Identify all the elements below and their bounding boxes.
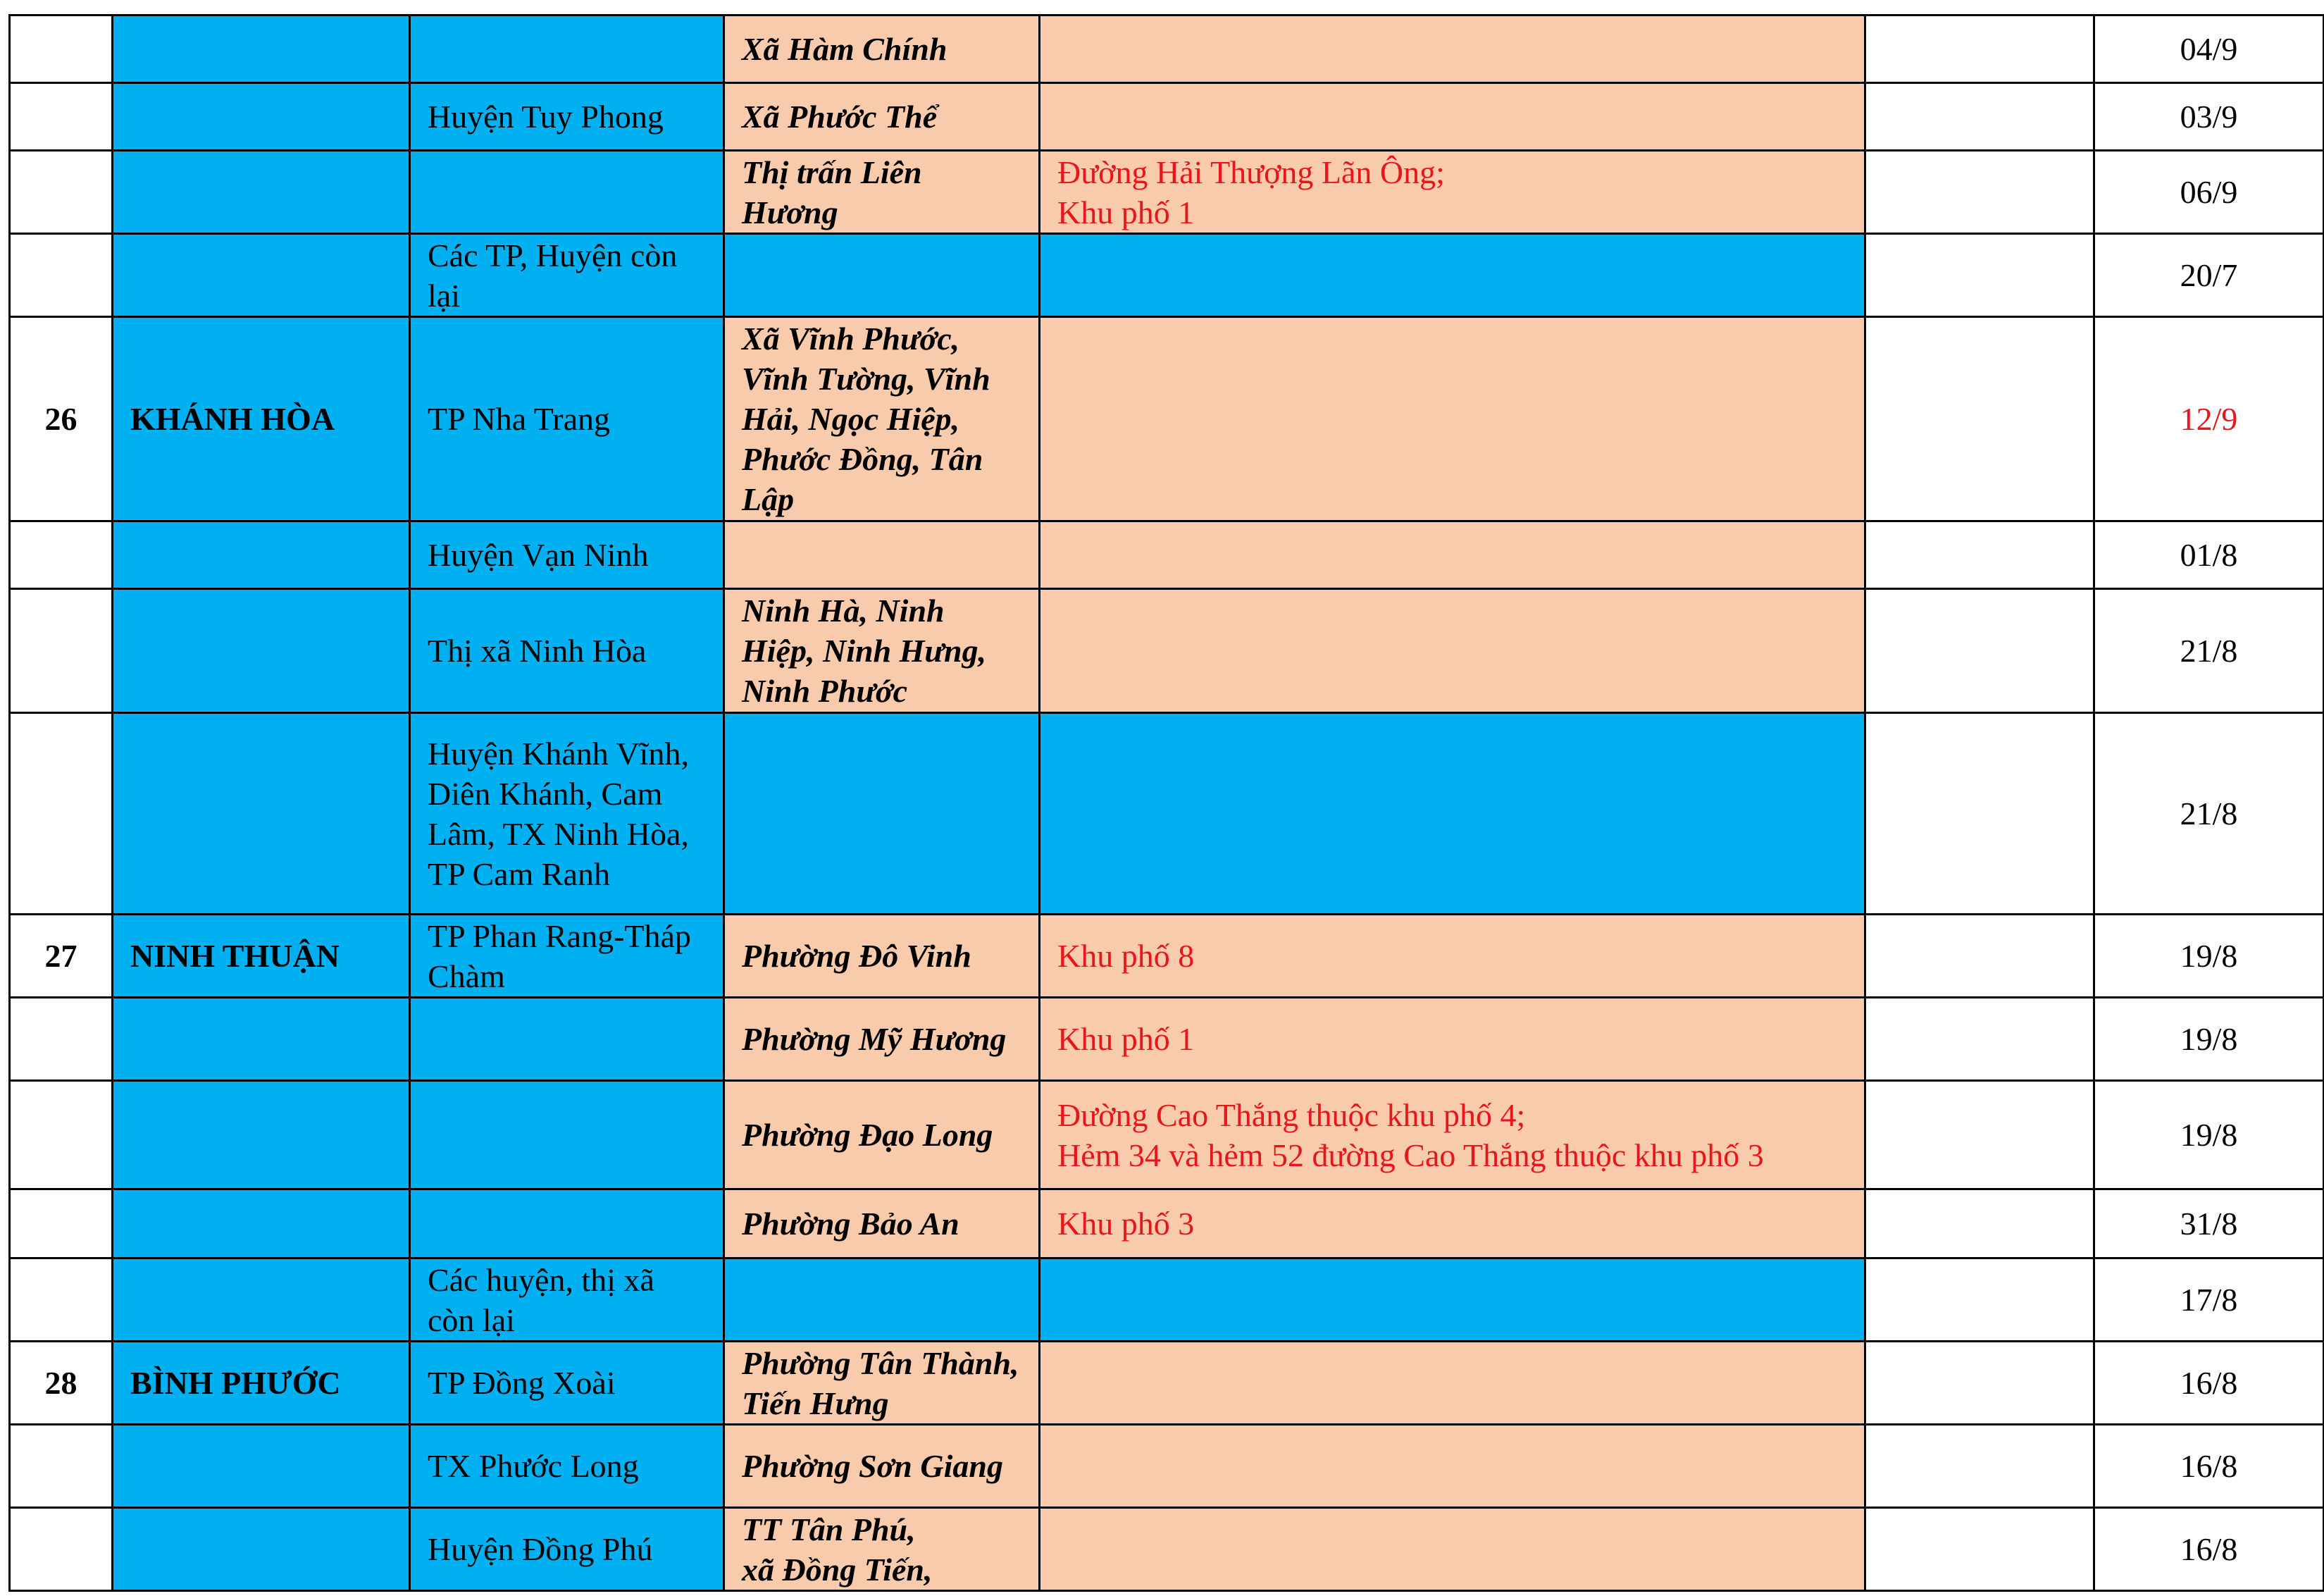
note-cell — [1865, 1508, 2094, 1591]
district-cell: TP Nha Trang — [410, 317, 724, 521]
province-cell — [113, 151, 410, 234]
note-cell — [1865, 83, 2094, 151]
note-cell — [1865, 1258, 2094, 1342]
stt-cell — [10, 151, 113, 234]
table-row — [10, 915, 2324, 998]
district-cell: Các huyện, thị xã còn lại — [410, 1258, 724, 1342]
province-cell — [113, 589, 410, 713]
area-cell: Khu phố 3 — [1040, 1189, 1865, 1258]
date-cell: 12/9 — [2094, 317, 2324, 521]
district-cell: Huyện Tuy Phong — [410, 83, 724, 151]
table-row — [10, 713, 2324, 915]
date-cell: 19/8 — [2094, 998, 2324, 1081]
restriction-table — [8, 14, 2324, 1592]
area-cell — [1040, 317, 1865, 521]
ward-cell: Phường Đạo Long — [724, 1081, 1040, 1189]
note-cell — [1865, 234, 2094, 317]
table-row — [10, 589, 2324, 713]
table-row — [10, 998, 2324, 1081]
area-cell — [1040, 713, 1865, 915]
date-cell: 31/8 — [2094, 1189, 2324, 1258]
date-cell: 16/8 — [2094, 1342, 2324, 1425]
table-row — [10, 1189, 2324, 1258]
date-cell: 21/8 — [2094, 713, 2324, 915]
note-cell — [1865, 1342, 2094, 1425]
note-cell — [1865, 317, 2094, 521]
area-cell — [1040, 1258, 1865, 1342]
stt-cell — [10, 589, 113, 713]
district-cell — [410, 151, 724, 234]
note-cell — [1865, 521, 2094, 589]
area-cell — [1040, 1425, 1865, 1508]
date-cell: 19/8 — [2094, 915, 2324, 998]
stt-cell — [10, 1425, 113, 1508]
date-cell: 03/9 — [2094, 83, 2324, 151]
ward-cell: Xã Vĩnh Phước, Vĩnh Tường, Vĩnh Hải, Ngọc Hiệp, Phước Đồng, Tân Lập — [724, 317, 1040, 521]
area-cell — [1040, 521, 1865, 589]
district-cell — [410, 1081, 724, 1189]
date-cell: 17/8 — [2094, 1258, 2324, 1342]
area-cell — [1040, 83, 1865, 151]
date-cell: 16/8 — [2094, 1508, 2324, 1591]
district-cell: Huyện Vạn Ninh — [410, 521, 724, 589]
province-cell — [113, 713, 410, 915]
table-row — [10, 1258, 2324, 1342]
stt-cell — [10, 83, 113, 151]
ward-cell — [724, 234, 1040, 317]
stt-cell — [10, 1189, 113, 1258]
table-row — [10, 1425, 2324, 1508]
area-cell: Đường Hải Thượng Lãn Ông; Khu phố 1 — [1040, 151, 1865, 234]
area-cell: Khu phố 1 — [1040, 998, 1865, 1081]
province-cell — [113, 16, 410, 83]
stt-cell: 27 — [10, 915, 113, 998]
note-cell — [1865, 16, 2094, 83]
district-cell: TP Phan Rang-Tháp Chàm — [410, 915, 724, 998]
stt-cell — [10, 998, 113, 1081]
area-cell — [1040, 16, 1865, 83]
district-cell — [410, 998, 724, 1081]
province-cell — [113, 1081, 410, 1189]
province-cell — [113, 234, 410, 317]
table-row — [10, 234, 2324, 317]
district-cell: TP Đồng Xoài — [410, 1342, 724, 1425]
stt-cell — [10, 521, 113, 589]
stt-cell — [10, 16, 113, 83]
table-row — [10, 1508, 2324, 1591]
area-cell — [1040, 234, 1865, 317]
stt-cell — [10, 1258, 113, 1342]
table-row — [10, 1342, 2324, 1425]
province-cell — [113, 1189, 410, 1258]
area-cell — [1040, 1508, 1865, 1591]
province-cell — [113, 1508, 410, 1591]
ward-cell: Ninh Hà, Ninh Hiệp, Ninh Hưng, Ninh Phước — [724, 589, 1040, 713]
province-cell: NINH THUẬN — [113, 915, 410, 998]
district-cell: Các TP, Huyện còn lại — [410, 234, 724, 317]
ward-cell: Thị trấn Liên Hương — [724, 151, 1040, 234]
date-cell: 16/8 — [2094, 1425, 2324, 1508]
ward-cell: TT Tân Phú, xã Đồng Tiến, — [724, 1508, 1040, 1591]
stt-cell — [10, 234, 113, 317]
province-cell — [113, 1425, 410, 1508]
province-cell — [113, 521, 410, 589]
date-cell: 01/8 — [2094, 521, 2324, 589]
province-cell: KHÁNH HÒA — [113, 317, 410, 521]
ward-cell — [724, 521, 1040, 589]
table-row — [10, 317, 2324, 521]
province-cell — [113, 998, 410, 1081]
table-row — [10, 151, 2324, 234]
stt-cell — [10, 713, 113, 915]
stt-cell — [10, 1508, 113, 1591]
ward-cell — [724, 1258, 1040, 1342]
note-cell — [1865, 1425, 2094, 1508]
date-cell: 20/7 — [2094, 234, 2324, 317]
ward-cell: Phường Tân Thành, Tiến Hưng — [724, 1342, 1040, 1425]
ward-cell: Phường Sơn Giang — [724, 1425, 1040, 1508]
date-cell: 21/8 — [2094, 589, 2324, 713]
ward-cell — [724, 713, 1040, 915]
note-cell — [1865, 998, 2094, 1081]
note-cell — [1865, 713, 2094, 915]
note-cell — [1865, 589, 2094, 713]
district-cell — [410, 1189, 724, 1258]
ward-cell: Phường Bảo An — [724, 1189, 1040, 1258]
province-cell — [113, 1258, 410, 1342]
stt-cell — [10, 1081, 113, 1189]
province-cell: BÌNH PHƯỚC — [113, 1342, 410, 1425]
ward-cell: Xã Hàm Chính — [724, 16, 1040, 83]
area-cell: Đường Cao Thắng thuộc khu phố 4; Hẻm 34 và hẻm 52 đường Cao Thắng thuộc khu phố 3 — [1040, 1081, 1865, 1189]
note-cell — [1865, 915, 2094, 998]
date-cell: 04/9 — [2094, 16, 2324, 83]
district-cell: TX Phước Long — [410, 1425, 724, 1508]
note-cell — [1865, 1189, 2094, 1258]
area-cell — [1040, 1342, 1865, 1425]
table-row — [10, 521, 2324, 589]
district-cell: Thị xã Ninh Hòa — [410, 589, 724, 713]
date-cell: 06/9 — [2094, 151, 2324, 234]
district-cell — [410, 16, 724, 83]
ward-cell: Xã Phước Thể — [724, 83, 1040, 151]
note-cell — [1865, 1081, 2094, 1189]
ward-cell: Phường Đô Vinh — [724, 915, 1040, 998]
district-cell: Huyện Đồng Phú — [410, 1508, 724, 1591]
stt-cell: 26 — [10, 317, 113, 521]
table-row — [10, 83, 2324, 151]
area-cell: Khu phố 8 — [1040, 915, 1865, 998]
ward-cell: Phường Mỹ Hương — [724, 998, 1040, 1081]
table-row — [10, 16, 2324, 83]
note-cell — [1865, 151, 2094, 234]
stt-cell: 28 — [10, 1342, 113, 1425]
province-cell — [113, 83, 410, 151]
table-row — [10, 1081, 2324, 1189]
date-cell: 19/8 — [2094, 1081, 2324, 1189]
area-cell — [1040, 589, 1865, 713]
district-cell: Huyện Khánh Vĩnh, Diên Khánh, Cam Lâm, TX Ninh Hòa, TP Cam Ranh — [410, 713, 724, 915]
